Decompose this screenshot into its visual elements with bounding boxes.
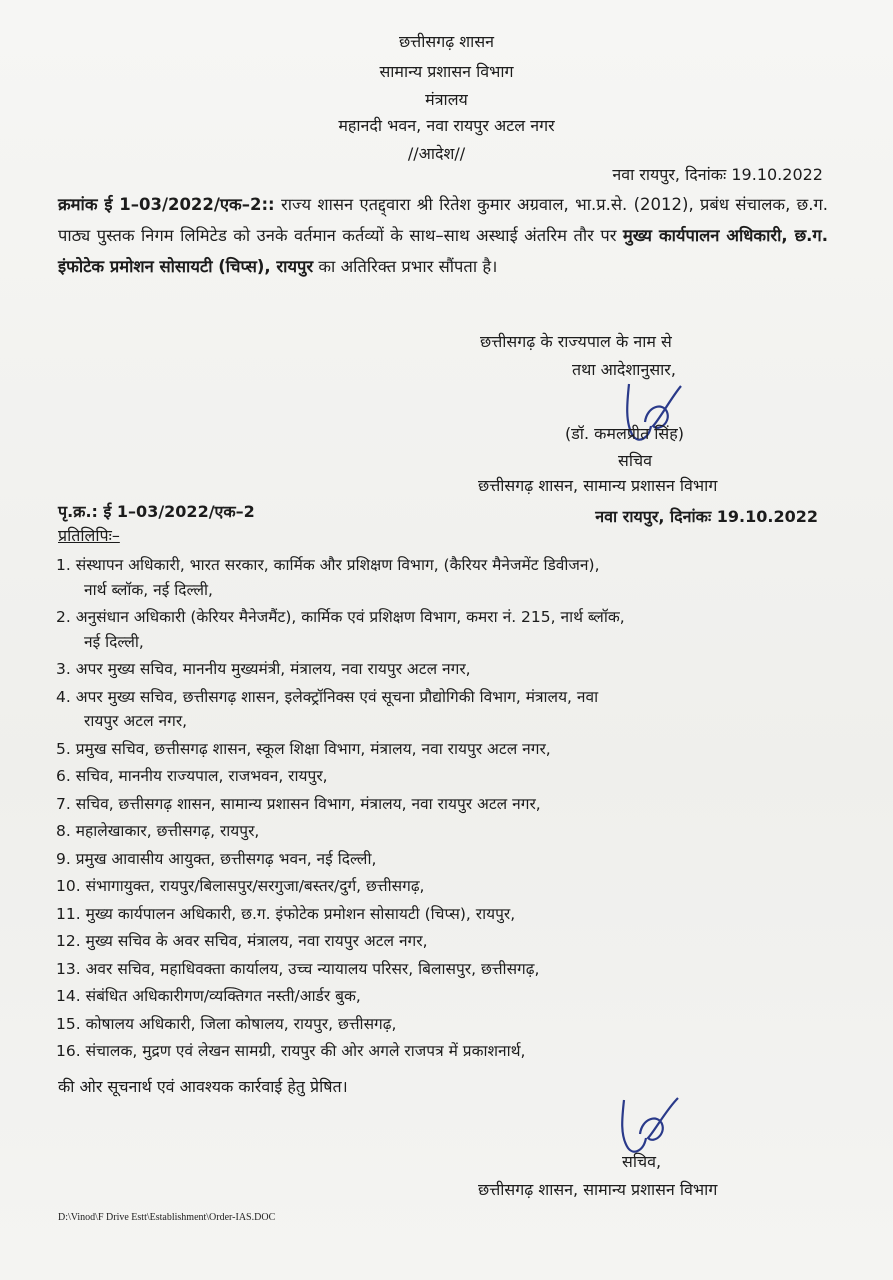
header-government: छत्तीसगढ़ शासन <box>398 32 495 51</box>
signatory-name: (डॉ. कमलप्रीत सिंह) <box>565 424 684 443</box>
header-address: महानदी भवन, नवा रायपुर अटल नगर <box>338 116 555 135</box>
list-item: 5. प्रमुख सचिव, छत्तीसगढ़ शासन, स्कूल शिक्षा विभाग, मंत्रालय, नवा रायपुर अटल नगर, <box>56 739 551 758</box>
list-item: 10. संभागायुक्त, रायपुर/बिलासपुर/सरगुजा/बस्तर/दुर्ग, छत्तीसगढ़, <box>56 877 425 895</box>
signatory-department: छत्तीसगढ़ शासन, सामान्य प्रशासन विभाग <box>478 476 718 495</box>
order-reference: क्रमांक ई 1–03/2022/एक–2:: <box>58 195 275 214</box>
header-department: सामान्य प्रशासन विभाग <box>379 62 514 81</box>
list-item: 12. मुख्य सचिव के अवर सचिव, मंत्रालय, नवा रायपुर अटल नगर, <box>56 932 428 950</box>
list-item: 8. महालेखाकार, छत्तीसगढ़, रायपुर, <box>56 822 260 840</box>
list-item: 1. संस्थापन अधिकारी, भारत सरकार, कार्मिक और प्रशिक्षण विभाग, (कैरियर मैनेजमेंट डिवीजन), नार्थ ब्लॉक, नई दिल्ली, <box>56 556 600 599</box>
endorsement-date: नवा रायपुर, दिनांकः 19.10.2022 <box>595 507 818 526</box>
order-paragraph <box>58 189 828 282</box>
file-path: D:\Vinod\F Drive Estt\Establishment\Order-IAS.DOC <box>58 1212 276 1223</box>
list-item: 15. कोषालय अधिकारी, जिला कोषालय, रायपुर, छत्तीसगढ़, <box>56 1014 397 1033</box>
list-item: 13. अवर सचिव, महाधिवक्ता कार्यालय, उच्च न्यायालय परिसर, बिलासपुर, छत्तीसगढ़, <box>56 959 540 978</box>
signatory-designation: सचिव <box>618 451 653 470</box>
list-item: 14. संबंधित अधिकारीगण/व्यक्तिगत नस्ती/आर्डर बुक, <box>56 987 361 1005</box>
copy-list <box>56 553 831 1067</box>
final-department: छत्तीसगढ़ शासन, सामान्य प्रशासन विभाग <box>478 1180 718 1199</box>
endorsement-reference: पृ.क्र.: ई 1–03/2022/एक–2 <box>58 502 255 521</box>
list-item: 11. मुख्य कार्यपालन अधिकारी, छ.ग. इंफोटेक प्रमोशन सोसायटी (चिप्स), रायपुर, <box>56 904 516 923</box>
order-date: नवा रायपुर, दिनांकः 19.10.2022 <box>612 165 823 184</box>
list-item: 7. सचिव, छत्तीसगढ़ शासन, सामान्य प्रशासन विभाग, मंत्रालय, नवा रायपुर अटल नगर, <box>56 794 541 813</box>
list-item: 16. संचालक, मुद्रण एवं लेखन सामग्री, रायपुर की ओर अगले राजपत्र में प्रकाशनार्थ, <box>56 1042 526 1060</box>
list-item: 2. अनुसंधान अधिकारी (केरियर मैनेजमैंट), कार्मिक एवं प्रशिक्षण विभाग, कमरा नं. 215, नार्थ ब्लॉक, नई दिल्ली, <box>56 608 625 651</box>
order-text-b: का अतिरिक्त प्रभार सौंपता है। <box>313 257 498 276</box>
header-ministry: मंत्रालय <box>425 90 468 109</box>
list-item: 6. सचिव, माननीय राज्यपाल, राजभवन, रायपुर, <box>56 767 328 785</box>
final-designation: सचिव, <box>622 1152 662 1171</box>
authority-line-1: छत्तीसगढ़ के राज्यपाल के नाम से <box>480 332 672 351</box>
header-order-title: //आदेश// <box>407 144 466 163</box>
list-item: 9. प्रमुख आवासीय आयुक्त, छत्तीसगढ़ भवन, नई दिल्ली, <box>56 849 377 868</box>
order-text-a: राज्य शासन एतद्द्वारा श्री रितेश कुमार अग्रवाल, भा.प्र.से. (2012), प्रबंध संचालक, छ.ग. पाठ्य पुस्तक निगम लिमिटेड को उनके वर्तमान कर्तव्यों के साथ–साथ अस्थाई अंतरिम तौर पर <box>58 195 829 245</box>
copy-to-label: प्रतिलिपिः– <box>58 526 120 545</box>
closing-line: की ओर सूचनार्थ एवं आवश्यक कार्रवाई हेतु प्रेषित। <box>58 1077 348 1096</box>
authority-line-2: तथा आदेशानुसार, <box>572 360 676 379</box>
order-text-post: मुख्य कार्यपालन अधिकारी, छ.ग. इंफोटेक प्रमोशन सोसायटी (चिप्स), रायपुर <box>58 226 828 276</box>
list-item: 4. अपर मुख्य सचिव, छत्तीसगढ़ शासन, इलेक्ट्रॉनिक्स एवं सूचना प्रौद्योगिकी विभाग, मंत्रालय, नवा रायपुर अटल नगर, <box>56 687 599 730</box>
list-item: 3. अपर मुख्य सचिव, माननीय मुख्यमंत्री, मंत्रालय, नवा रायपुर अटल नगर, <box>56 660 471 678</box>
